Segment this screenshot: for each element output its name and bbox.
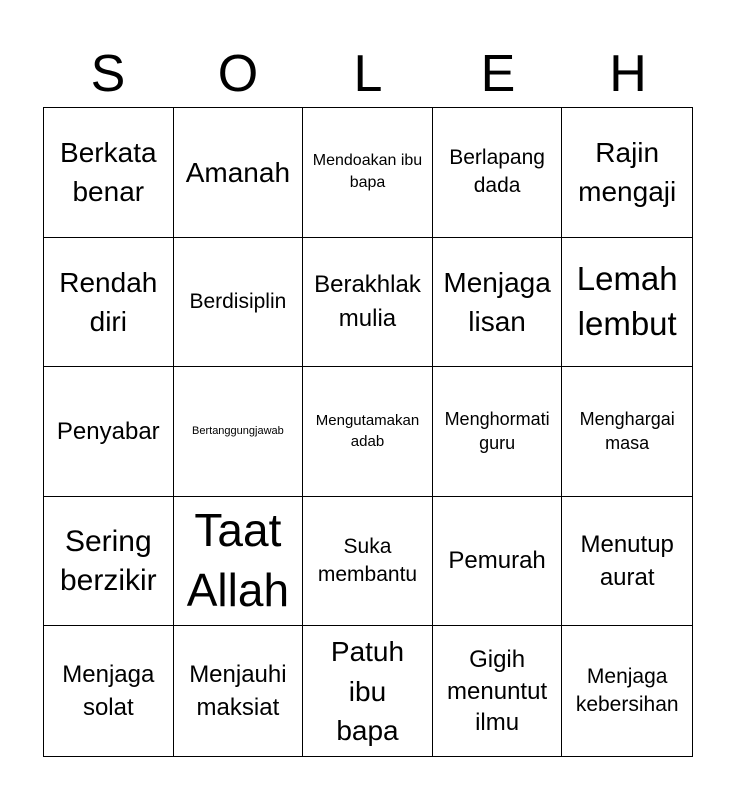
cell-text: Berkata benar [60, 137, 157, 208]
cell-text: Menghormati guru [444, 409, 550, 454]
bingo-cell[interactable] [303, 626, 433, 756]
cell-text: Gigih menuntut ilmu [447, 646, 548, 736]
bingo-cell[interactable] [303, 497, 433, 627]
bingo-cell[interactable] [562, 108, 692, 238]
bingo-cell[interactable] [433, 108, 563, 238]
cell-text: Lemah lembut [576, 260, 678, 342]
cell-text: Taat Allah [186, 504, 290, 617]
cell-text: Suka membantu [317, 534, 418, 587]
bingo-cell[interactable] [433, 367, 563, 497]
header-letter-h: H [609, 45, 647, 103]
header-letter-s: S [90, 45, 126, 103]
cell-text: Berlapang dada [449, 145, 545, 198]
bingo-cell[interactable] [174, 497, 304, 627]
cell-text: Rendah diri [59, 266, 158, 337]
cell-text: Pemurah [448, 547, 546, 575]
bingo-cell[interactable] [174, 108, 304, 238]
bingo-cell[interactable] [303, 238, 433, 368]
bingo-cell[interactable] [562, 238, 692, 368]
bingo-cell[interactable] [44, 238, 174, 368]
bingo-cell[interactable] [44, 108, 174, 238]
bingo-cell[interactable] [44, 497, 174, 627]
cell-text: Berakhlak mulia [314, 271, 421, 332]
cell-text: Menjaga kebersihan [575, 664, 679, 717]
bingo-cell[interactable] [433, 238, 563, 368]
cell-text: Berdisiplin [189, 289, 287, 313]
bingo-cell[interactable] [433, 626, 563, 756]
cell-text: Menghargai masa [579, 409, 675, 454]
cell-text: Menjaga solat [62, 660, 155, 722]
header-letter-e: E [480, 45, 516, 103]
bingo-cell[interactable] [44, 626, 174, 756]
cell-text: Menjaga lisan [443, 266, 551, 337]
bingo-cell[interactable] [44, 367, 174, 497]
bingo-cell[interactable] [303, 367, 433, 497]
bingo-cell[interactable] [562, 626, 692, 756]
bingo-board [43, 107, 693, 757]
cell-text: Sering berzikir [59, 525, 157, 598]
cell-text: Mendoakan ibu bapa [312, 151, 423, 192]
bingo-cell[interactable] [303, 108, 433, 238]
header-letter-o: O [217, 45, 259, 103]
bingo-cell[interactable] [562, 497, 692, 627]
cell-text: Rajin mengaji [578, 137, 677, 208]
cell-text: Menutup aurat [580, 530, 674, 592]
header-letter-l: L [353, 45, 383, 103]
cell-text: Penyabar [56, 417, 160, 445]
bingo-header [43, 40, 693, 108]
bingo-cell[interactable] [562, 367, 692, 497]
bingo-cell[interactable] [174, 367, 304, 497]
bingo-cell[interactable] [174, 626, 304, 756]
cell-text: Patuh ibu bapa [330, 636, 405, 746]
cell-text: Amanah [185, 156, 291, 188]
bingo-cell[interactable] [433, 497, 563, 627]
bingo-cell[interactable] [174, 238, 304, 368]
cell-text: Mengutamakan adab [315, 412, 420, 451]
cell-text: Menjauhi maksiat [189, 660, 287, 722]
cell-text: Bertanggungjawab [192, 424, 284, 437]
